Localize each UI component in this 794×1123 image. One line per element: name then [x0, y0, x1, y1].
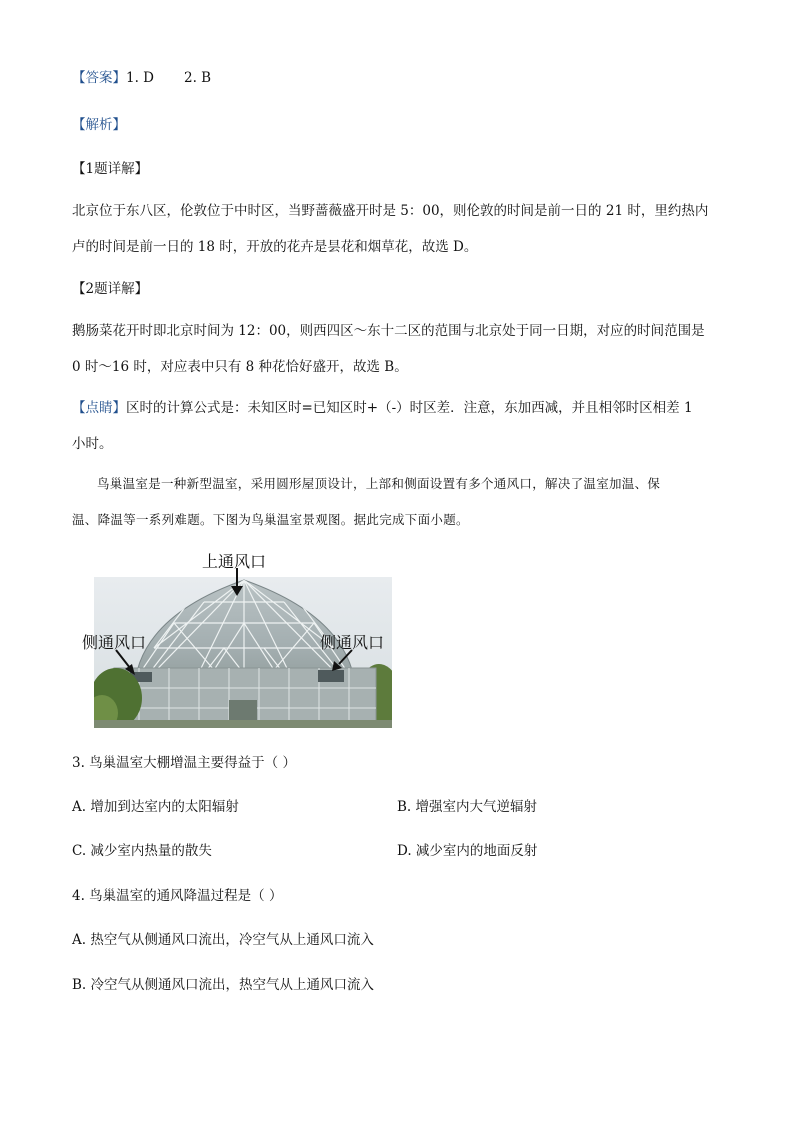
right-side-vent: [318, 670, 344, 682]
tips-line1: [72, 390, 724, 426]
q4-stem: 4. 鸟巢温室的通风降温过程是（ ）: [72, 888, 283, 904]
q4-option-a[interactable]: A. 热空气从侧通风口流出，冷空气从上通风口流入: [72, 932, 374, 948]
greenhouse-figure: [82, 548, 392, 728]
intro-line2: 温、降温等一系列难题。下图为鸟巢温室景观图。据此完成下面小题。: [72, 512, 469, 527]
tips-line1-text: 区时的计算公式是：未知区时=已知区时+（-）时区差．注意，东加西减，并且相邻时区相差 1: [126, 400, 693, 416]
q1-detail-line2: 卢的时间是前一日的 18 时，开放的花卉是昙花和烟草花，故选 D。: [72, 239, 478, 255]
tips-tag: 【点睛】: [72, 400, 126, 416]
q3-option-a[interactable]: A. 增加到达室内的太阳辐射: [72, 799, 239, 815]
left-vent-label: 侧通风口: [82, 633, 147, 652]
q2-detail-line2: 0 时～16 时，对应表中只有 8 种花恰好盛开，故选 B。: [72, 359, 408, 375]
q1-detail-line1: 北京位于东八区，伦敦位于中时区，当野蔷薇盛开时是 5：00，则伦敦的时间是前一日的 21 时，里约热内: [72, 203, 709, 219]
q2-detail-text: [72, 313, 724, 385]
q3-stem: 3. 鸟巢温室大棚增温主要得益于（ ）: [72, 755, 296, 771]
q3-option-d[interactable]: D. 减少室内的地面反射: [397, 843, 538, 859]
top-vent-label: 上通风口: [202, 552, 267, 571]
q2-detail-tag: 【2题详解】: [72, 281, 149, 297]
q4-option-b[interactable]: B. 冷空气从侧通风口流出，热空气从上通风口流入: [72, 977, 375, 993]
right-vent-label: 侧通风口: [320, 633, 385, 652]
answer-item-1: 1. D: [126, 70, 154, 86]
tips-line2: 小时。: [72, 436, 113, 452]
tips-text: [72, 390, 724, 462]
intro-text: [72, 466, 724, 538]
ground: [94, 720, 392, 728]
q2-detail-line1: 鹅肠菜花开时即北京时间为 12：00，则西四区～东十二区的范围与北京处于同一日期，对应的时间范围是: [72, 323, 705, 339]
q3-option-c[interactable]: C. 减少室内热量的散失: [72, 843, 212, 859]
q1-detail-tag: 【1题详解】: [72, 161, 149, 177]
analysis-tag: 【解析】: [72, 117, 126, 133]
intro-line1: 鸟巢温室是一种新型温室，采用圆形屋顶设计，上部和侧面设置有多个通风口，解决了温室加温、保: [97, 476, 661, 491]
answer-line: [72, 66, 211, 86]
q1-detail-text: [72, 193, 724, 265]
answer-item-2: 2. B: [184, 70, 212, 86]
q3-option-b[interactable]: B. 增强室内大气逆辐射: [397, 799, 538, 815]
answer-tag: 【答案】: [72, 70, 126, 86]
